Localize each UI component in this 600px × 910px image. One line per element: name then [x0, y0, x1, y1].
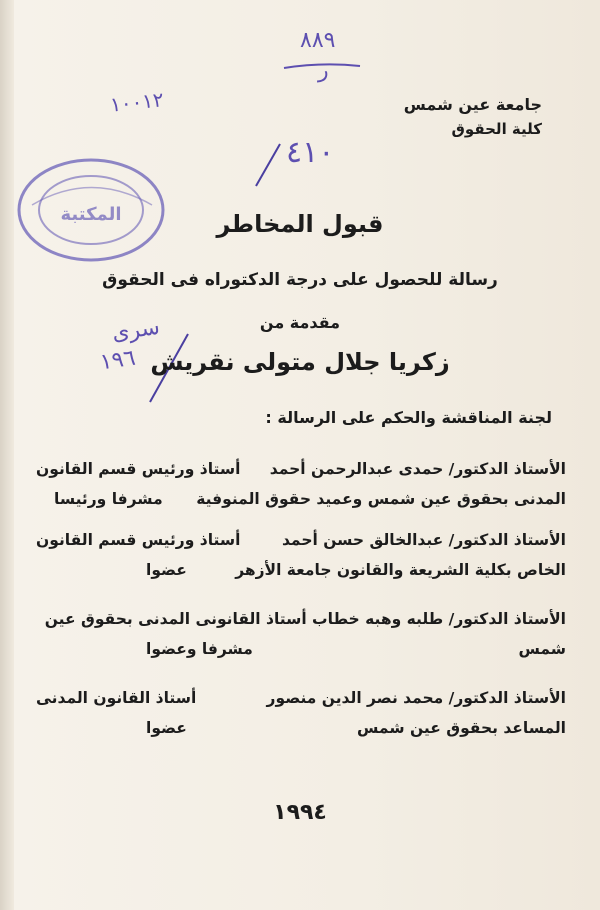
- handwritten-side-number: ١٠٠١٢: [108, 87, 165, 117]
- committee-member: [36, 531, 566, 591]
- member-name: الأستاذ الدكتور/ طلبه وهبه خطاب أستاذ القانونى المدنى بحقوق عين: [44, 610, 566, 628]
- handwritten-underline: [282, 60, 362, 72]
- faculty-name: كلية الحقوق: [451, 120, 542, 138]
- handwritten-top-number-sub: ر: [318, 58, 329, 83]
- committee-member: [36, 689, 566, 749]
- member-role: عضوا: [146, 561, 187, 579]
- university-name: جامعة عين شمس: [403, 95, 542, 114]
- author-name: زكريا جلال متولى نقريش: [150, 348, 450, 376]
- member-affiliation: الخاص بكلية الشريعة والقانون جامعة الأزهر: [235, 561, 566, 579]
- member-affiliation: المدنى بحقوق عين شمس وعميد حقوق المنوفية: [196, 490, 566, 508]
- member-title: أستاذ ورئيس قسم القانون: [36, 460, 241, 478]
- document-subtitle: رسالة للحصول على درجة الدكتوراه فى الحقوق: [102, 270, 498, 290]
- member-title: أستاذ ورئيس قسم القانون: [36, 531, 241, 549]
- document-year: ١٩٩٤: [273, 800, 327, 825]
- handwritten-margin-note-top: ﺳﺮﻯ: [110, 314, 162, 347]
- page-edge-shadow: [0, 0, 14, 910]
- member-affiliation: المساعد بحقوق عين شمس: [357, 719, 566, 737]
- committee-member: [36, 460, 566, 520]
- presented-by-label: مقدمة من: [259, 313, 341, 332]
- member-role: عضوا: [146, 719, 187, 737]
- member-role: مشرفا ورئيسا: [54, 490, 163, 508]
- committee-heading: لجنة المناقشة والحكم على الرسالة :: [265, 408, 552, 427]
- member-affiliation: شمس: [518, 640, 566, 658]
- handwritten-margin-note-bottom: ١٩٦: [98, 345, 138, 376]
- member-name: الأستاذ الدكتور/ حمدى عبدالرحمن أحمد: [269, 460, 566, 478]
- member-name: الأستاذ الدكتور/ عبدالخالق حسن أحمد: [281, 531, 566, 549]
- member-role: مشرفا وعضوا: [146, 640, 253, 658]
- handwritten-slash: [250, 140, 290, 190]
- committee-member: [36, 610, 566, 670]
- handwritten-mid-number: ٤١٠: [286, 135, 335, 170]
- document-title: قبول المخاطر: [216, 210, 384, 238]
- svg-text:المكتبة: المكتبة: [60, 204, 122, 225]
- handwritten-top-number: ٨٨٩: [300, 28, 336, 53]
- member-title: أستاذ القانون المدنى: [36, 689, 197, 707]
- member-name: الأستاذ الدكتور/ محمد نصر الدين منصور: [266, 689, 566, 707]
